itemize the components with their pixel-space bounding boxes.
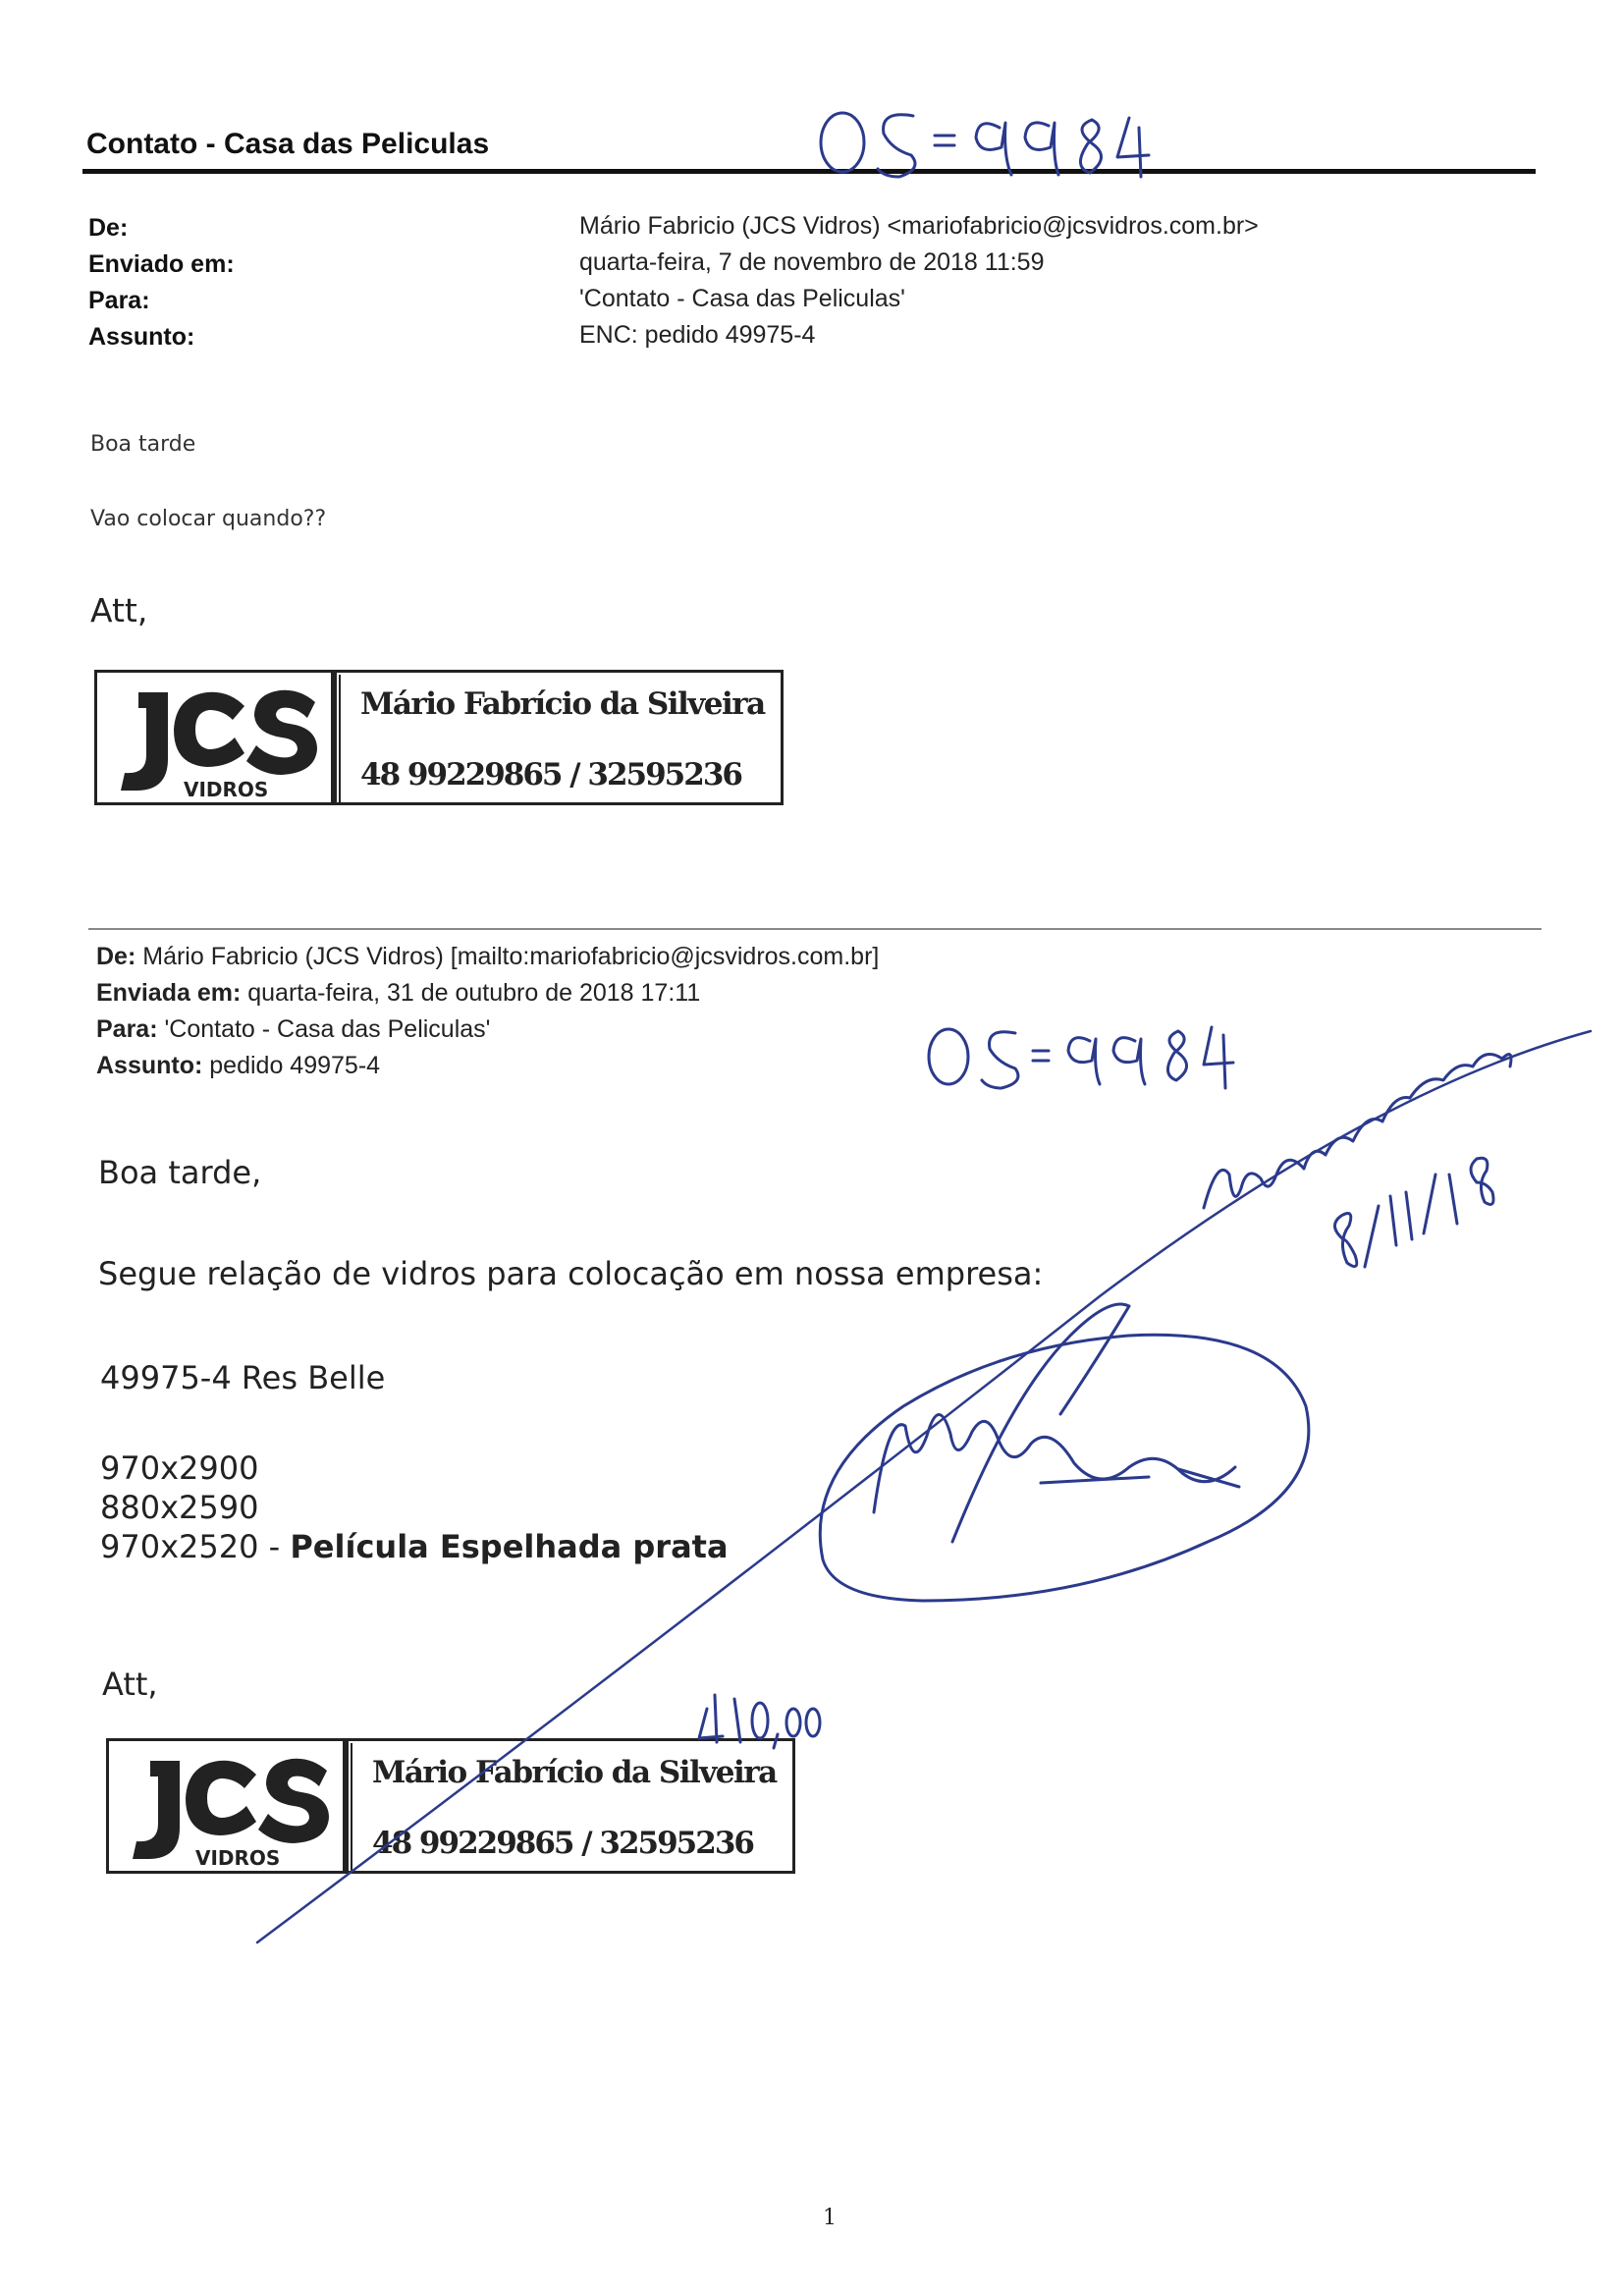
- to-label: Para:: [88, 287, 150, 314]
- glass-item-3-line: [100, 1528, 729, 1565]
- signature-phone-2: 48 99229865 / 32595236: [372, 1826, 753, 1861]
- forward-separator: [88, 928, 1542, 930]
- top-closing: Att,: [90, 591, 148, 629]
- fw-from-line: [96, 943, 879, 971]
- document-title: Contato - Casa das Peliculas: [86, 128, 490, 160]
- fw-sent-value: quarta-feira, 31 de outubro de 2018 17:11: [247, 979, 701, 1007]
- fw-subject-line: [96, 1052, 380, 1080]
- jcs-logo-icon-2: [109, 1741, 349, 1877]
- top-question: Vao colocar quando??: [90, 507, 327, 531]
- title-rule: [82, 169, 1536, 174]
- jcs-logo-icon: [97, 673, 337, 808]
- subject-value: ENC: pedido 49975-4: [579, 321, 816, 349]
- fw-from-label: De:: [96, 943, 136, 970]
- from-label: De:: [88, 214, 129, 242]
- handwritten-name: [1204, 1055, 1511, 1209]
- fw-intro: Segue relação de vidros para colocação em nossa empresa:: [98, 1255, 1044, 1292]
- jcs-logo-subtext: VIDROS: [184, 778, 269, 801]
- signature-name: Mário Fabrício da Silveira: [360, 686, 765, 722]
- page-number: 1: [823, 2206, 837, 2230]
- sent-label: Enviado em:: [88, 250, 235, 278]
- glass-item-3: 970x2520: [100, 1528, 259, 1565]
- jcs-logo-2: [106, 1738, 346, 1874]
- subject-label: Assunto:: [88, 323, 195, 351]
- glass-item-2: 880x2590: [100, 1489, 259, 1526]
- glass-item-1: 970x2900: [100, 1449, 259, 1487]
- handwritten-os-mid: [929, 1027, 1233, 1088]
- signature-phone: 48 99229865 / 32595236: [360, 757, 741, 793]
- fw-order-ref: 49975-4 Res Belle: [100, 1359, 386, 1396]
- jcs-logo: [94, 670, 334, 805]
- fw-from-value: Mário Fabricio (JCS Vidros) [mailto:mariofabricio@jcsvidros.com.br]: [142, 943, 880, 970]
- fw-subject-value: pedido 49975-4: [209, 1052, 381, 1079]
- signature-info-2: [346, 1738, 795, 1874]
- from-value: Mário Fabricio (JCS Vidros) <mariofabricio@jcsvidros.com.br>: [579, 212, 1259, 240]
- fw-closing: Att,: [102, 1666, 158, 1703]
- sent-value: quarta-feira, 7 de novembro de 2018 11:59: [579, 248, 1045, 276]
- to-value: 'Contato - Casa das Peliculas': [579, 285, 905, 312]
- handwritten-os-top: [821, 113, 1149, 177]
- signature-card-bottom: [106, 1738, 793, 1880]
- fw-to-line: [96, 1015, 490, 1044]
- fw-sent-label: Enviada em:: [96, 979, 242, 1007]
- handwritten-date: [1334, 1158, 1493, 1267]
- signature-info: [334, 670, 784, 805]
- signature-name-2: Mário Fabrício da Silveira: [372, 1755, 777, 1790]
- jcs-logo-subtext-2: VIDROS: [195, 1846, 281, 1870]
- fw-sent-line: [96, 979, 700, 1008]
- signature-card-top: [94, 670, 782, 811]
- fw-subject-label: Assunto:: [96, 1052, 203, 1079]
- top-greeting: Boa tarde: [90, 432, 196, 457]
- fw-to-label: Para:: [96, 1015, 158, 1043]
- film-separator: -: [258, 1528, 291, 1565]
- handwritten-signature: [820, 1304, 1309, 1601]
- film-label: Película Espelhada prata: [290, 1528, 729, 1565]
- fw-greeting: Boa tarde,: [98, 1154, 262, 1191]
- fw-to-value: 'Contato - Casa das Peliculas': [164, 1015, 491, 1043]
